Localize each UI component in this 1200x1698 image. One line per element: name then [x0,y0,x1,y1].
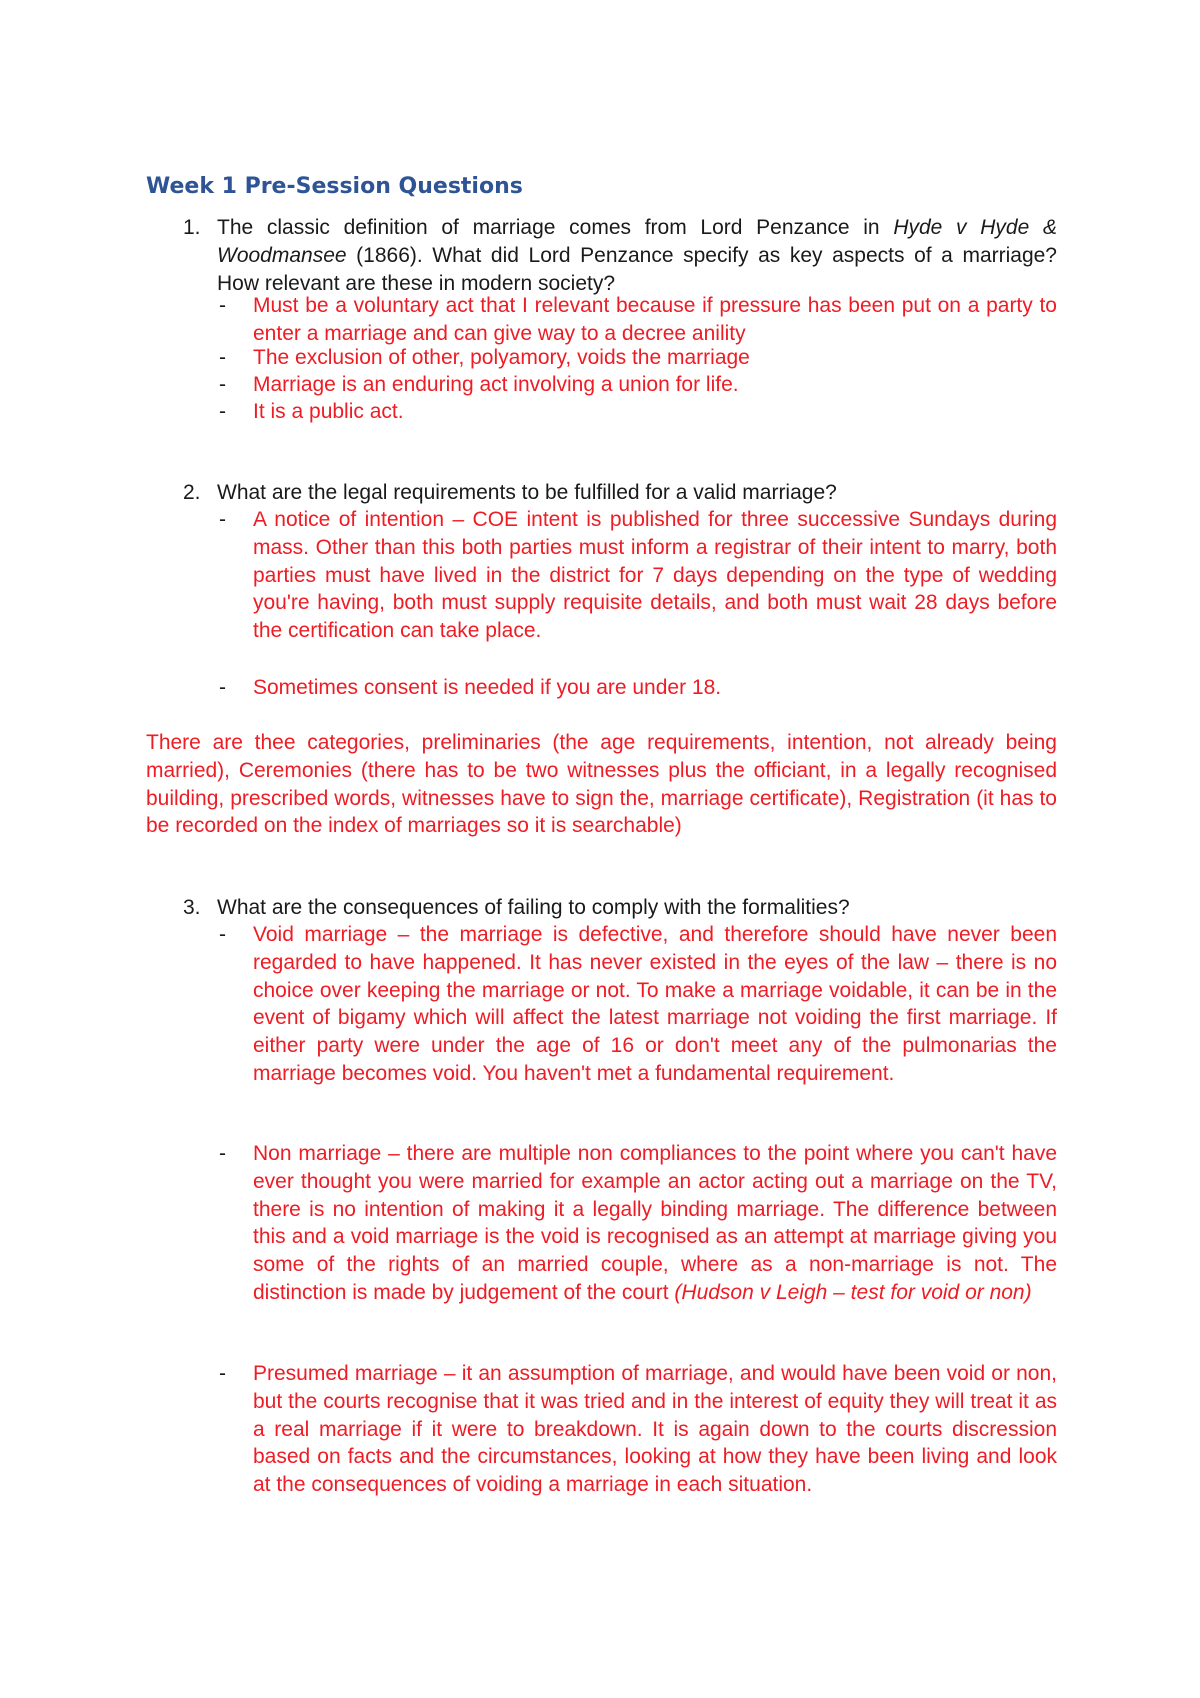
q1-case-name: Hyde v Hyde & Woodmansee [217,216,1058,267]
q2-text: What are the legal requirements to be fulfilled for a valid marriage? [217,481,837,504]
q1-answer-3: Marriage is an enduring act involving a union for life. [253,373,739,396]
q2-answer-1-dash: - [219,508,226,531]
categories-paragraph: There are thee categories, preliminaries (the age requirements, intention, not already being married), Ceremonies (there has to be two witnesses plus the officiant, in a legally recognised building, prescribed words, witnesses have to sign the, marriage certificate), Registration (it has to be recorded on the index of marriages so it is searchable) [146,731,1057,838]
q3-answer-1-dash: - [219,923,226,946]
q2-answer-2-dash: - [219,676,226,699]
q3-number: 3. [183,896,201,919]
q1-answer-3-dash: - [219,373,226,396]
q1-answer-4-dash: - [219,400,226,423]
q1-text-a: The classic definition of marriage comes from Lord Penzance in [217,216,894,239]
q1-answer-1: Must be a voluntary act that I relevant because if pressure has been put on a party to enter a marriage and can give way to a decree anility [253,294,1057,345]
q3-text: What are the consequences of failing to comply with the formalities? [217,896,850,919]
q1-answer-2: The exclusion of other, polyamory, voids the marriage [253,346,750,369]
q3-answer-3: Presumed marriage – it an assumption of marriage, and would have been void or non, but the courts recognise that it was tried and in the interest of equity they will treat it as a real marriage if it were to breakdown. It is again down to the courts discression based on facts and the circumstances, looking at how they have been living and look at the consequences of voiding a marriage in each situation. [253,1362,1057,1497]
q1-answer-1-dash: - [219,294,226,317]
q3-answer-2-text: Non marriage – there are multiple non compliances to the point where you can't have ever thought you were married for example an actor acting out a marriage on the TV, there is no intention of making it a legally binding marriage. The difference between this and a void marriage is the void is recognised as an attempt at marriage giving you some of the rights of an married couple, where as a non-marriage is not. The distinction is made by judgement of the court [253,1142,1057,1304]
q3-answer-3-dash: - [219,1362,226,1385]
q1-text-b: (1866). What did Lord Penzance specify as key aspects of a marriage? How relevant are these in modern society? [217,243,1057,295]
q1-answer-4: It is a public act. [253,400,404,423]
q1-number: 1. [183,216,201,239]
q2-number: 2. [183,481,201,504]
page-title: Week 1 Pre-Session Questions [146,174,523,199]
q2-answer-2: Sometimes consent is needed if you are under 18. [253,676,722,699]
q3-answer-2-case: (Hudson v Leigh – test for void or non) [674,1280,1032,1304]
q3-answer-2 [253,1140,1057,1307]
q1-answer-2-dash: - [219,346,226,369]
q3-answer-1: Void marriage – the marriage is defective, and therefore should have never been regarded to have happened. It has never existed in the eyes of the law – there is no choice over keeping the marriage or not. To make a marriage voidable, it can be in the event of bigamy which will affect the latest marriage not voiding the first marriage. If either party were under the age of 16 or don't meet any of the pulmonarias the marriage becomes void. You haven't met a fundamental requirement. [253,923,1057,1085]
q2-answer-1: A notice of intention – COE intent is published for three successive Sundays during mass. Other than this both parties must inform a registrar of their intent to marry, both parties must have lived in the district for 7 days depending on the type of wedding you're having, both must supply requisite details, and both must wait 28 days before the certification can take place. [253,508,1057,643]
q3-answer-2-dash: - [219,1142,226,1165]
q1-text [217,214,1057,297]
